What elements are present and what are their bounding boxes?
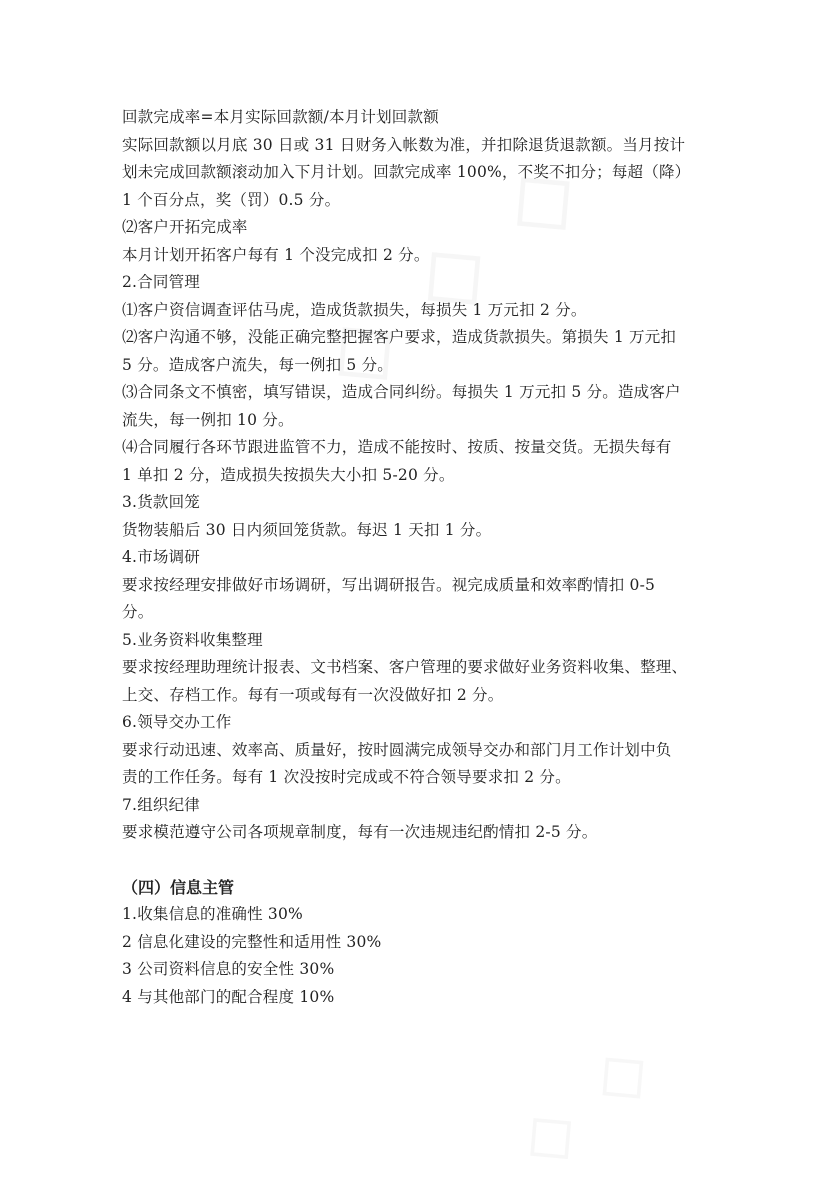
text-line: 分。 bbox=[122, 603, 154, 621]
text-line: 1.收集信息的准确性 30% bbox=[122, 905, 303, 923]
text-line: 6.领导交办工作 bbox=[122, 713, 232, 731]
text-line: 4.市场调研 bbox=[122, 548, 200, 566]
text-line: ⑶合同条文不慎密，填写错误，造成合同纠纷。每损失 1 万元扣 5 分。造成客户 bbox=[122, 383, 681, 401]
text-line: 3 公司资料信息的安全性 30% bbox=[122, 960, 335, 978]
text-line: 2 信息化建设的完整性和适用性 30% bbox=[122, 932, 382, 951]
text-line: 5 分。造成客户流失，每一例扣 5 分。 bbox=[122, 355, 394, 374]
paragraph-gap bbox=[122, 847, 722, 874]
text-line: 4 与其他部门的配合程度 10% bbox=[122, 987, 335, 1006]
text-line: 5.业务资料收集整理 bbox=[122, 630, 263, 649]
text-line: 3.货款回笼 bbox=[122, 493, 200, 511]
section-heading: （四）信息主管 bbox=[122, 877, 235, 897]
text-line: 划未完成回款额滚动加入下月计划。回款完成率 100%，不奖不扣分；每超（降） bbox=[122, 163, 691, 181]
document-body bbox=[122, 104, 722, 1011]
text-line: 责的工作任务。每有 1 次没按时完成或不符合领导要求扣 2 分。 bbox=[122, 768, 571, 786]
text-line: 2.合同管理 bbox=[122, 273, 200, 291]
text-line: 上交、存档工作。每有一项或每有一次没做好扣 2 分。 bbox=[122, 685, 504, 704]
text-line: 要求按经理助理统计报表、文书档案、客户管理的要求做好业务资料收集、整理、 bbox=[122, 658, 688, 676]
text-block-1 bbox=[122, 104, 722, 847]
text-line: 实际回款额以月底 30 日或 31 日财务入帐数为准，并扣除退货退款额。当月按计 bbox=[122, 135, 686, 154]
text-line: 回款完成率=本月实际回款额/本月计划回款额 bbox=[122, 108, 439, 126]
watermark-bottom bbox=[500, 1020, 672, 1183]
text-line: ⑴客户资信调查评估马虎，造成货款损失，每损失 1 万元扣 2 分。 bbox=[122, 300, 587, 319]
text-line: ⑵客户开拓完成率 bbox=[122, 218, 248, 236]
text-line: 要求行动迅速、效率高、质量好，按时圆满完成领导交办和部门月工作计划中负 bbox=[122, 740, 672, 759]
text-line: ⑷合同履行各环节跟进监管不力，造成不能按时、按质、按量交货。无损失每有 bbox=[122, 438, 672, 456]
text-block-2 bbox=[122, 901, 722, 1011]
text-line: 本月计划开拓客户每有 1 个没完成扣 2 分。 bbox=[122, 245, 430, 264]
text-line: 要求模范遵守公司各项规章制度，每有一次违规违纪酌情扣 2-5 分。 bbox=[122, 823, 598, 841]
text-line: 要求按经理安排做好市场调研，写出调研报告。视完成质量和效率酌情扣 0-5 bbox=[122, 575, 656, 594]
text-line: 1 个百分点，奖（罚）0.5 分。 bbox=[122, 190, 341, 209]
text-line: 流失，每一例扣 10 分。 bbox=[122, 410, 294, 429]
text-line: 7.组织纪律 bbox=[122, 795, 200, 814]
text-line: 货物装船后 30 日内须回笼货款。每迟 1 天扣 1 分。 bbox=[122, 520, 492, 539]
text-line: ⑵客户沟通不够，没能正确完整把握客户要求，造成货款损失。第损失 1 万元扣 bbox=[122, 328, 677, 346]
text-line: 1 单扣 2 分，造成损失按损失大小扣 5-20 分。 bbox=[122, 465, 455, 484]
